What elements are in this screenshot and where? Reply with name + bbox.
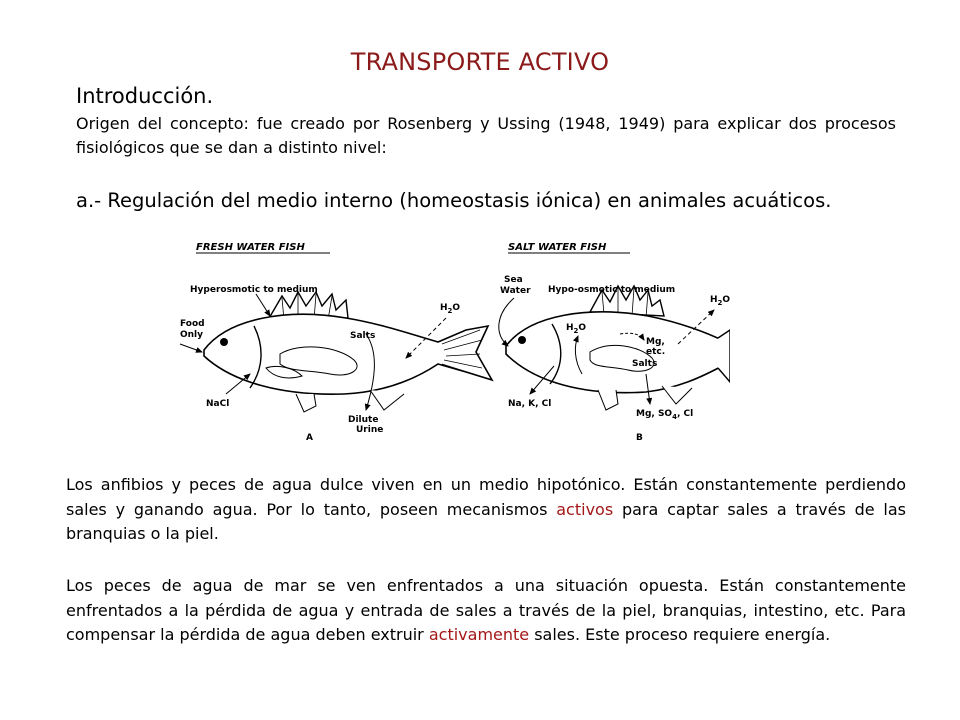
food-only-label: Only (180, 330, 204, 340)
fresh-water-fish-panel (180, 242, 492, 443)
paragraph2-text-start: Los peces de agua de mar se ven enfrentados a una situación opuesta. Están constantemente enfrentados a la pérdida de agua y entrada de sales a través de la piel, branquias, intestino, etc. Para compensar la pérdida de agua deben extruir (66, 576, 906, 644)
intro-heading: Introducción. (76, 84, 214, 108)
panel-b-label: B (636, 433, 643, 443)
mg-label: Mg, (646, 337, 665, 347)
paragraph1-highlight: activos (556, 499, 614, 519)
h2o-a-o: O (452, 303, 461, 313)
salts-label-a: Salts (350, 331, 376, 341)
salt-state-label: Hypo-osmotic to medium (548, 285, 676, 295)
fresh-state-label: Hyperosmotic to medium (190, 285, 318, 295)
na-k-cl-label: Na, K, Cl (508, 399, 552, 409)
mg-so4-label (636, 409, 693, 421)
fresh-header: FRESH WATER FISH (196, 242, 305, 253)
paragraph1-text-end: para captar sales a través de las branquias o la piel. (66, 499, 906, 543)
eye-a (220, 338, 228, 346)
h2o-in-o: O (578, 323, 587, 333)
nacl-label: NaCl (206, 399, 230, 409)
h2o-out-o: O (722, 295, 730, 305)
origin-paragraph: Origen del concepto: fue creado por Rosenberg y Ussing (1948, 1949) para explicar dos procesos fisiológicos que se dan a distinto nivel: (76, 114, 896, 157)
water-label: Water (500, 286, 531, 296)
page-title: TRANSPORTE ACTIVO (350, 48, 610, 76)
salt-water-fish-panel (499, 242, 730, 443)
h2o-in-h: H (566, 323, 574, 333)
h2o-out-h: H (710, 295, 718, 305)
h2o-out-sub: 2 (717, 299, 723, 307)
sea-label: Sea (504, 275, 523, 285)
fish-body-b (506, 312, 726, 393)
panel-a-label: A (306, 433, 313, 443)
mgso4-a: Mg, SO (636, 409, 673, 419)
paragraph2-text-end: sales. Este proceso requiere energía. (529, 625, 831, 644)
item-a-heading: a.- Regulación del medio interno (homeostasis iónica) en animales acuáticos. (76, 189, 832, 212)
paragraph-saltwater (66, 574, 906, 648)
fish-osmoregulation-figure (170, 234, 730, 456)
h2o-a-sub: 2 (447, 307, 453, 315)
mgso4-end: , Cl (676, 409, 694, 419)
fish-body-a (204, 314, 492, 394)
paragraph2-highlight: activamente (428, 625, 530, 644)
etc-label: etc. (646, 347, 666, 357)
food-label: Food (180, 319, 205, 329)
h2o-label-a (440, 303, 460, 315)
h2o-in-sub: 2 (573, 327, 579, 335)
h2o-a-h: H (440, 303, 448, 313)
eye-b (518, 336, 526, 344)
h2o-out-label (710, 295, 730, 307)
mgso4-sub: 4 (672, 413, 677, 421)
dilute-label: Dilute (348, 415, 379, 425)
urine-label: Urine (356, 425, 384, 435)
paragraph1-text-start: Los anfibios y peces de agua dulce viven en un medio hipotónico. Están constantemente perdiendo sales y ganando agua. Por lo tanto, poseen mecanismos (66, 475, 906, 519)
paragraph-freshwater (66, 473, 906, 547)
salt-header: SALT WATER FISH (508, 242, 607, 253)
salts-label-b: Salts (632, 359, 658, 369)
